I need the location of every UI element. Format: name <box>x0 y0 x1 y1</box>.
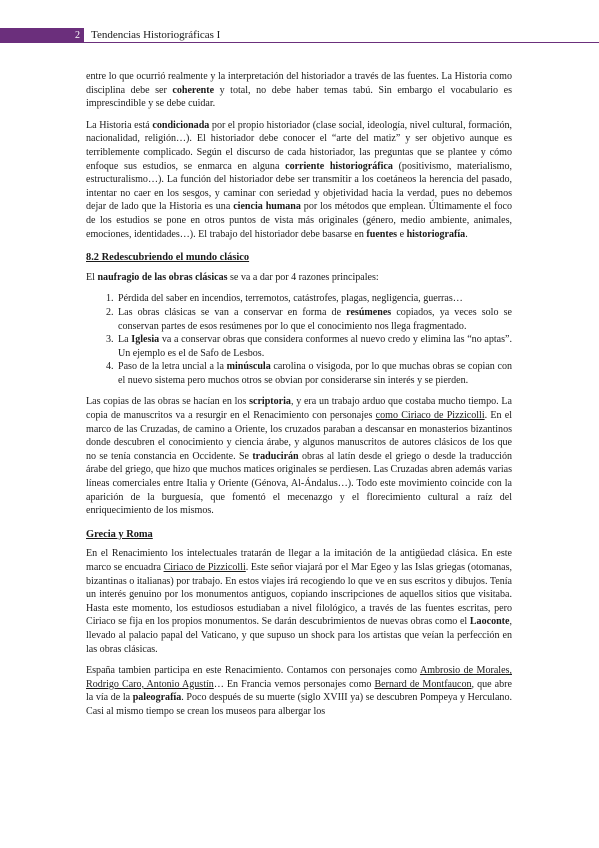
list-item: 1. Pérdida del saber en incendios, terremotos, catástrofes, plagas, negligencia, guerras… <box>116 292 512 306</box>
paragraph: Las copias de las obras se hacían en los scriptoria, y era un trabajo arduo que costaba mucho tiempo. La copia de manuscritos va a resurgir en el Renacimiento con personajes como Ciriaco de Pizzicolli. En el marco de las Cruzadas, de camino a Oriente, los cruzados paraban a descansar en monasterios bizantinos donde descubren el conocimiento y ciencia árabe, y algunos manuscritos de autores clásicos de los que no se tenía constancia en Occidente. Se traducirán obras al latín desde el griego o desde la traducción árabe del griego, que hizo que muchos matices originales se perdiesen. Las Cruzadas abren además varias líneas comerciales entre Italia y Oriente (Génova, Al-Ándalus…). Todo este movimiento coincide con la aparición de la burguesía, que fomentó el mecenazgo y el florecimiento cultural a raíz del enriquecimiento de los mismos. <box>86 396 513 517</box>
paragraph: En el Renacimiento los intelectuales tratarán de llegar a la imitación de la antigüedad clásica. En este marco se encuadra Ciriaco de Pizzicolli. Este señor viajará por el Mar Egeo y las Islas griegas (otomanas, bizantinas o italianas) por trabajo. En estos viajes irá recogiendo lo que ve en sus escritos y dibujos. Tenía un interés genuino por los monumentos antiguos, copiando inscripciones de aquellos sitios que visitaba. Hasta este momento, los estudiosos estudiaban a nivel filológico, a través de las fuentes escritas, pero Ciriaco se fija en los propios monumentos. Se darán descubrimientos de nuevas obras como el Laoconte, llevado al palacio papal del Vaticano, y que supuso un shock para los artistas que veían la perfección en las obras clásicas. <box>86 548 512 655</box>
section-heading: 8.2 Redescubriendo el mundo clásico <box>86 252 250 264</box>
person-link: como Ciriaco de Pizzicolli <box>375 410 485 422</box>
section-heading: Grecia y Roma <box>86 528 153 540</box>
list-item: 4. Paso de la letra uncial a la minúscula carolina o visigoda, por lo que muchas obras se copian con el nuevo sistema pero muchos otros se obvian por considerarse sin interés y se pierden. <box>116 360 512 387</box>
paragraph: El naufragio de las obras clásicas se va a dar por 4 razones principales: <box>86 271 379 283</box>
list-item: 3. La Iglesia va a conservar obras que considera conformes al nuevo credo y elimina las “no aptas”. Un ejemplo es el de Safo de Lesbos. <box>116 333 512 360</box>
page-number: 2 <box>0 28 84 43</box>
running-title: Tendencias Historiográficas I <box>91 29 221 41</box>
paragraph: España tambien participa en este Renacimiento. Contamos con personajes como Ambrosio de Morales, Rodrigo Caro, Antonio Agustín… En Francia vemos personajes como Bernard de Montfaucon, que abre la vía de la paleografía. Poco después de su muerte (siglo XVIII ya) se descubren Pompeya y Herculano. Casi al mismo tiempo se crean los museos para albergar los <box>86 665 512 717</box>
paragraph: entre lo que ocurrió realmente y la interpretación del historiador a través de las fuentes. La Historia como disciplina debe ser coherente y total, no debe haber temas tabú. Sin embargo el vocabulario es imprescindible y se debe cuidar. <box>86 71 513 110</box>
numbered-list <box>86 292 512 387</box>
document-body <box>86 70 512 727</box>
page-header <box>0 28 599 43</box>
person-link: Ambrosio de Morales, Rodrigo Caro, Antonio Agustín <box>86 665 512 690</box>
paragraph: La Historia está condicionada por el propio historiador (clase social, ideología, nivel cultural, formación, nacionalidad, religión…). El historiador debe conocer el “arte del matiz” y ser objetivo aunque es terriblemente complicado. Según el discurso de cada historiador, las preguntas que se plantee y cómo enfoque sus estudios, se enmarca en alguna corriente historiográfica (positivismo, materialismo, estructuralismo…). La función del historiador debe ser transmitir a los coetáneos la herencia del pasado, intentar no caer en los sesgos, y caminar con seriedad y objetividad hacia la verdad, pues no debemos dejar de lado que la Historia es una ciencia humana por los métodos que emplean. Últimamente el foco de los estudios se pone en otros puntos de vista más originales (género, medio ambiente, animales, emociones, identidades…). El trabajo del historiador debe basarse en fuentes e historiografía. <box>86 119 513 240</box>
person-link: Bernard de Montfaucon <box>374 678 472 690</box>
list-item: 2. Las obras clásicas se van a conservar en forma de resúmenes copiados, ya veces solo se conservan partes de esos resúmenes por lo que el conocimiento nos llega fragmentado. <box>116 306 512 333</box>
person-link: Ciriaco de Pizzicolli <box>163 562 246 573</box>
